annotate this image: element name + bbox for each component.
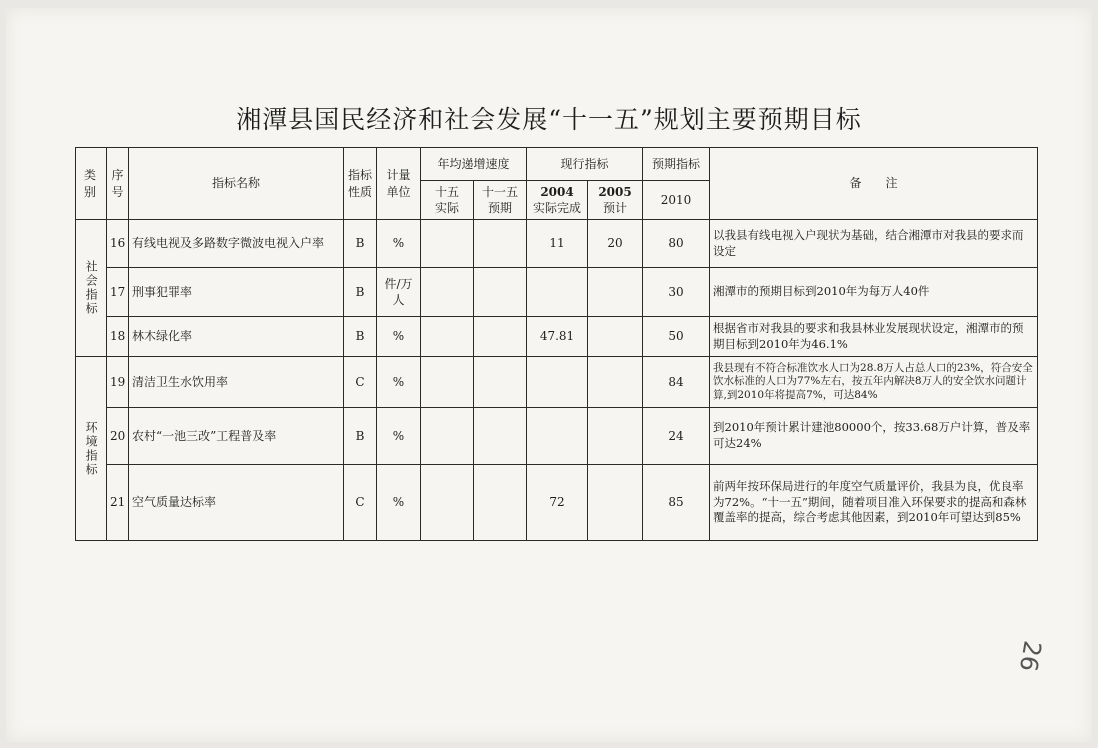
row-2010: 80 (643, 220, 710, 268)
row-2004: 11 (527, 220, 588, 268)
row-nature: B (344, 408, 377, 465)
row-seq: 20 (107, 408, 129, 465)
row-unit: % (377, 408, 421, 465)
header-2004: 2004 实际完成 (527, 181, 588, 220)
row-nature: B (344, 220, 377, 268)
table-row (76, 268, 1038, 317)
row-name: 农村“一池三改”工程普及率 (129, 408, 344, 465)
row-2005: 20 (588, 220, 643, 268)
row-nature: C (344, 357, 377, 408)
row-2004: 47.81 (527, 317, 588, 357)
row-2005 (588, 465, 643, 541)
category-environment: 环境指标 (76, 357, 107, 541)
row-name: 有线电视及多路数字微波电视入户率 (129, 220, 344, 268)
row-seq: 16 (107, 220, 129, 268)
row-seq: 18 (107, 317, 129, 357)
row-remark: 我县现有不符合标准饮水人口为28.8万人占总人口的23%，符合安全饮水标准的人口为77%左右，按五年内解决8万人的安全饮水问题计算,到2010年将提高7%，可达84% (710, 357, 1038, 408)
targets-table (75, 147, 1038, 541)
row-growth-15 (421, 268, 474, 317)
row-2010: 85 (643, 465, 710, 541)
table-row (76, 357, 1038, 408)
table-row (76, 408, 1038, 465)
row-unit: % (377, 465, 421, 541)
row-2005 (588, 357, 643, 408)
header-2005: 2005 预计 (588, 181, 643, 220)
row-seq: 17 (107, 268, 129, 317)
row-growth-15 (421, 357, 474, 408)
row-remark: 湘潭市的预期目标到2010年为每万人40件 (710, 268, 1038, 317)
row-nature: B (344, 268, 377, 317)
row-growth-115 (474, 408, 527, 465)
header-row-1 (76, 148, 1038, 181)
row-growth-15 (421, 408, 474, 465)
row-unit: % (377, 357, 421, 408)
row-growth-15 (421, 317, 474, 357)
header-target-group: 预期指标 (643, 148, 710, 181)
header-seq: 序号 (107, 148, 129, 220)
header-unit: 计量单位 (377, 148, 421, 220)
row-growth-115 (474, 357, 527, 408)
header-category: 类别 (76, 148, 107, 220)
row-growth-15 (421, 220, 474, 268)
header-growth-115: 十一五预期 (474, 181, 527, 220)
header-growth-15: 十五实际 (421, 181, 474, 220)
row-name: 清洁卫生水饮用率 (129, 357, 344, 408)
row-2004 (527, 408, 588, 465)
header-name: 指标名称 (129, 148, 344, 220)
page-number: 26 (1013, 638, 1047, 674)
row-2005 (588, 317, 643, 357)
row-2010: 30 (643, 268, 710, 317)
row-growth-115 (474, 317, 527, 357)
row-2004: 72 (527, 465, 588, 541)
row-remark: 根据省市对我县的要求和我县林业发展现状设定，湘潭市的预期目标到2010年为46.1% (710, 317, 1038, 357)
row-remark: 前两年按环保局进行的年度空气质量评价，我县为良，优良率为72%。“十一五”期间，随着项目准入环保要求的提高和森林覆盖率的提高，综合考虑其他因素，到2010年可望达到85% (710, 465, 1038, 541)
row-unit: % (377, 220, 421, 268)
header-current-group: 现行指标 (527, 148, 643, 181)
row-2004 (527, 357, 588, 408)
page-title: 湘潭县国民经济和社会发展“十一五”规划主要预期目标 (236, 105, 862, 134)
row-name: 空气质量达标率 (129, 465, 344, 541)
row-remark: 以我县有线电视入户现状为基础，结合湘潭市对我县的要求而设定 (710, 220, 1038, 268)
header-remarks: 备 注 (710, 148, 1038, 220)
category-social: 社会指标 (76, 220, 107, 357)
row-unit: 件/万人 (377, 268, 421, 317)
row-nature: C (344, 465, 377, 541)
row-remark: 到2010年预计累计建池80000个，按33.68万户计算，普及率可达24% (710, 408, 1038, 465)
row-nature: B (344, 317, 377, 357)
row-seq: 19 (107, 357, 129, 408)
row-2010: 24 (643, 408, 710, 465)
row-2005 (588, 408, 643, 465)
row-name: 刑事犯罪率 (129, 268, 344, 317)
row-unit: % (377, 317, 421, 357)
header-growth-group: 年均递增速度 (421, 148, 527, 181)
row-2010: 84 (643, 357, 710, 408)
row-2005 (588, 268, 643, 317)
table-row (76, 317, 1038, 357)
row-growth-15 (421, 465, 474, 541)
row-seq: 21 (107, 465, 129, 541)
row-2010: 50 (643, 317, 710, 357)
table-row (76, 220, 1038, 268)
row-growth-115 (474, 465, 527, 541)
table-row (76, 465, 1038, 541)
header-nature: 指标性质 (344, 148, 377, 220)
header-2010: 2010 (643, 181, 710, 220)
row-2004 (527, 268, 588, 317)
row-name: 林木绿化率 (129, 317, 344, 357)
row-growth-115 (474, 268, 527, 317)
row-growth-115 (474, 220, 527, 268)
